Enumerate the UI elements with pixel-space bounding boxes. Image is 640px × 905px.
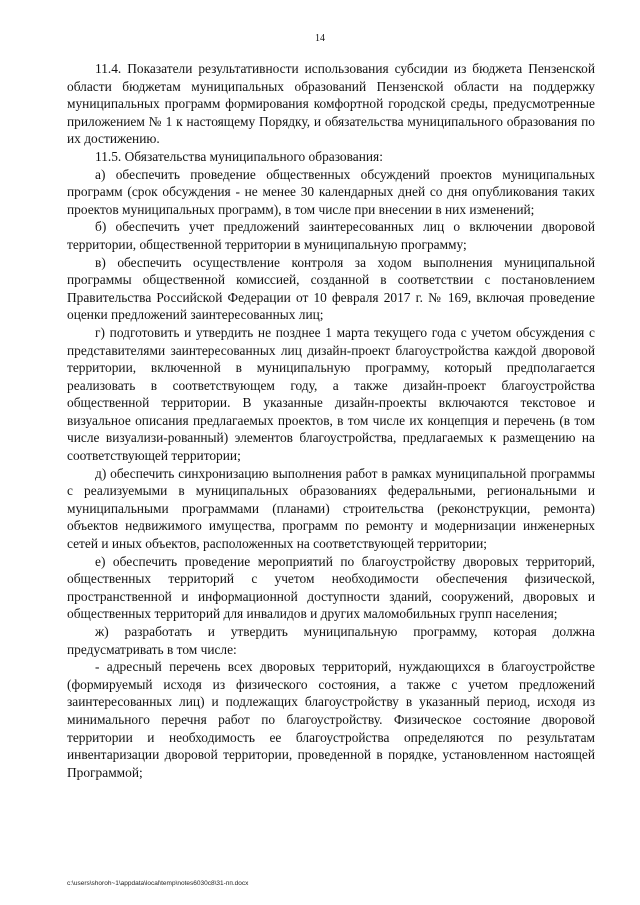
paragraph-item-a: а) обеспечить проведение общественных обсуждений проектов муниципальных программ (срок обсуждения - не менее 30 календарных дней со дня опубликования таких проектов муниципальных программ), в том числе при внесении в них изменений; xyxy=(67,166,595,217)
paragraph-item-e: е) обеспечить проведение мероприятий по благоустройству дворовых территорий, общественных территорий с учетом необходимости обеспечения физической, пространственной и информационной доступности зданий, сооружений, дворовых и общественных территорий для инвалидов и других маломобильных групп населения; xyxy=(67,553,595,622)
paragraph-11-4: 11.4. Показатели результативности использования субсидии из бюджета Пензенской области бюджетам муниципальных образований Пензенской области на поддержку муниципальных программ формирования комфортной городской среды, предусмотренные приложением № 1 к настоящему Порядку, и обязательства муниципального образования по их достижению. xyxy=(67,61,595,147)
paragraph-item-zh: ж) разработать и утвердить муниципальную программу, которая должна предусматривать в том числе: xyxy=(67,624,595,657)
page-number: 14 xyxy=(315,33,325,44)
paragraph-item-d: д) обеспечить синхронизацию выполнения работ в рамках муниципальной программы с реализуемыми в муниципальных образованиях федеральными, региональными и муниципальными программами (планами) строительства (реконструкции, ремонта) объектов недвижимого имущества, программ по ремонту и модернизации инженерных сетей и иных объектов, расположенных на соответствующей территории; xyxy=(67,465,595,552)
file-path-footer: c:\users\shoroh~1\appdata\local\temp\notes6030c8\31-пп.docx xyxy=(67,880,249,887)
document-body xyxy=(67,60,595,781)
paragraph-item-v: в) обеспечить осуществление контроля за ходом выполнения муниципальной программы общественной комиссией, созданной в соответствии с постановлением Правительства Российской Федерации от 10 февраля 2017 г. № 169, включая проведение оценки предложений заинтересованных лиц; xyxy=(67,254,595,323)
paragraph-item-b: б) обеспечить учет предложений заинтересованных лиц о включении дворовой территории, общественной территории в муниципальную программу; xyxy=(67,219,595,252)
paragraph-address-list: - адресный перечень всех дворовых территорий, нуждающихся в благоустройстве (формируемый исходя из физического состояния, а также с учетом предложений заинтересованных лиц) и подлежащих благоустройству в указанный период, исходя из минимального перечня работ по благоустройству. Физическое состояние дворовой территории и необходимость ее благоустройства определяются по результатам инвентаризации дворовой территории, проведенной в порядке, установленном настоящей Программой; xyxy=(67,659,595,780)
paragraph-item-g: г) подготовить и утвердить не позднее 1 марта текущего года с учетом обсуждения с представителями заинтересованных лиц дизайн-проект благоустройства каждой дворовой территории, включенной в муниципальную программу, который предполагается реализовать в соответствующем году, а также дизайн-проект благоустройства общественной территории. В указанные дизайн-проекты включаются текстовое и визуальное описания предлагаемых проектов, в том числе их концепция и перечень (в том числе визуализи-рованный) элементов благоустройства, предлагаемых к размещению на соответствующей территории; xyxy=(67,324,595,464)
paragraph-11-5: 11.5. Обязательства муниципального образования: xyxy=(95,148,383,164)
